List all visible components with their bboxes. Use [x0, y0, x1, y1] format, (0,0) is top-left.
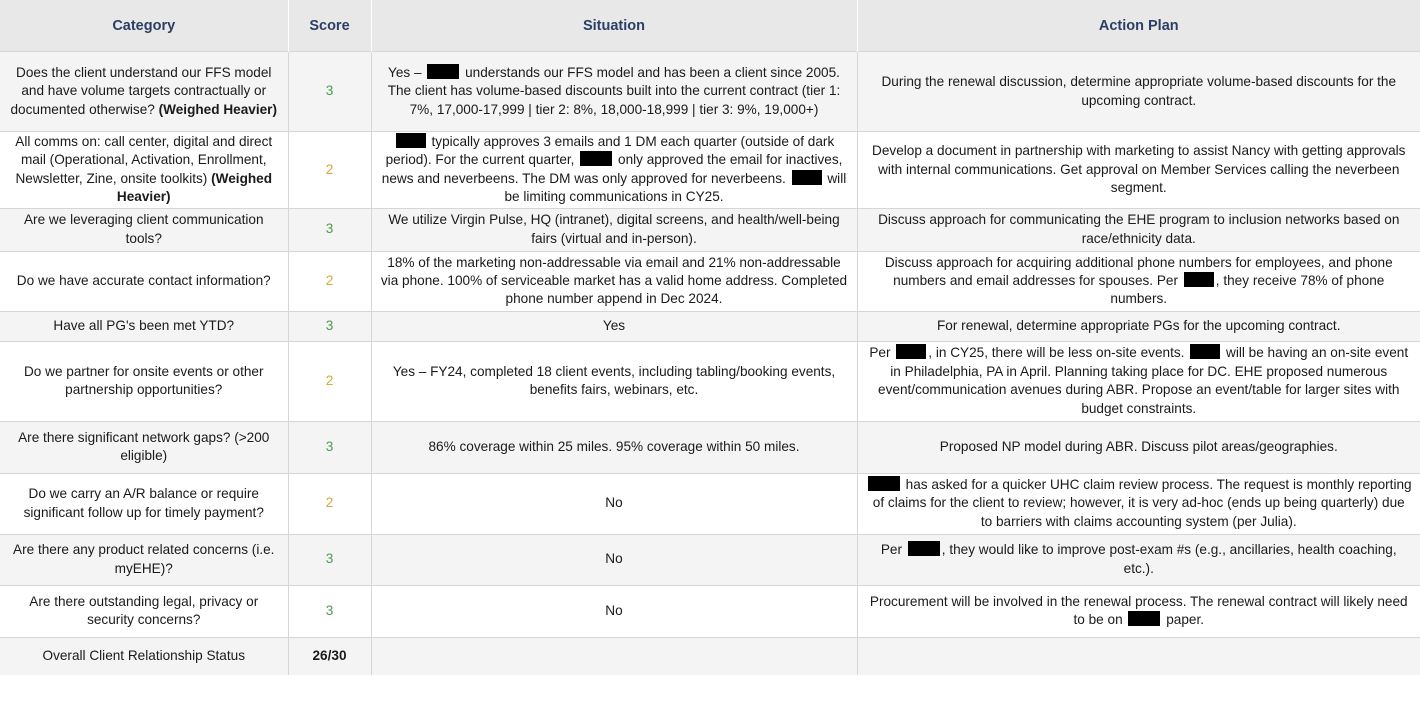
situation-cell	[371, 52, 857, 132]
category-cell	[0, 421, 288, 473]
category-cell	[0, 311, 288, 341]
situation-cell	[371, 534, 857, 585]
action-plan-cell	[857, 585, 1420, 637]
category-cell	[0, 208, 288, 251]
score-cell: 2	[288, 473, 371, 534]
header-row	[0, 0, 1420, 52]
header-situation: Situation	[371, 0, 857, 52]
situation-cell	[371, 132, 857, 209]
action-plan-cell	[857, 132, 1420, 209]
table-row	[0, 208, 1420, 251]
cell-text: has asked for a quicker UHC claim review process. The request is monthly reporting of claims for the client to review; however, it is very ad-hoc (ends up being quarterly) due to barriers with claims accounting system (per Julia).	[872, 477, 1412, 529]
cell-text: typically approves 3 emails and 1 DM each quarter (outside of dark period). For the current quarter,	[385, 134, 835, 168]
cell-text: Discuss approach for communicating the EHE program to inclusion networks based on race/ethnicity data.	[878, 212, 1400, 246]
situation-cell	[371, 251, 857, 311]
score-cell: 3	[288, 311, 371, 341]
cell-text: understands our FFS model and has been a client since 2005. The client has volume-based discounts built into the current contract (tier 1: 7%, 17,000-17,999 | tier 2: 8%, 18,000-18,999 | tier 3: 9%, 19,000+)	[387, 64, 841, 117]
category-emphasis: (Weighed Heavier)	[116, 170, 273, 205]
category-text: All comms on: call center, digital and direct mail (Operational, Activation, Enrollment, Newsletter, Zine, onsite toolkits)	[15, 134, 273, 186]
score-cell: 2	[288, 341, 371, 421]
score-cell: 3	[288, 534, 371, 585]
cell-text: Proposed NP model during ABR. Discuss pilot areas/geographies.	[939, 438, 1338, 454]
action-plan-cell	[857, 52, 1420, 132]
table-row	[0, 251, 1420, 311]
redaction-block	[580, 151, 612, 166]
table-row	[0, 341, 1420, 421]
cell-text: Per	[880, 542, 906, 558]
table-body	[0, 52, 1420, 676]
redaction-block	[868, 476, 900, 491]
cell-text: 18% of the marketing non-addressable via email and 21% non-addressable via phone. 100% of serviceable market has a valid home address. Completed phone number append in Dec 2024.	[380, 254, 848, 307]
action-plan-cell	[857, 421, 1420, 473]
category-cell	[0, 52, 288, 132]
cell-text: We utilize Virgin Pulse, HQ (intranet), digital screens, and health/well-being fairs (virtual and in-person).	[388, 212, 840, 246]
redaction-block	[427, 64, 459, 79]
header-score: Score	[288, 0, 371, 52]
category-cell	[0, 251, 288, 311]
cell-text: During the renewal discussion, determine appropriate volume-based discounts for the upcoming contract.	[881, 74, 1397, 108]
redaction-block	[1128, 611, 1160, 626]
overall-score: 26/30	[288, 637, 371, 675]
cell-text: only approved the email for inactives, news and neverbeens. The DM was only approved for neverbeens.	[381, 152, 843, 186]
category-text: Are there any product related concerns (i.e. myEHE)?	[13, 542, 275, 576]
category-emphasis: (Weighed Heavier)	[158, 101, 277, 117]
redaction-block	[396, 133, 426, 148]
table-row	[0, 585, 1420, 637]
score-cell: 3	[288, 421, 371, 473]
cell-text: Procurement will be involved in the renewal process. The renewal contract will likely need to be on	[869, 593, 1408, 628]
category-text: Do we carry an A/R balance or require significant follow up for timely payment?	[23, 486, 264, 520]
redaction-block	[1184, 272, 1214, 287]
cell-text: Discuss approach for acquiring additional phone numbers for employees, and phone numbers and email addresses for spouses. Per	[884, 254, 1393, 288]
category-text: Do we have accurate contact information?	[16, 272, 271, 288]
score-cell: 3	[288, 208, 371, 251]
cell-text: will be limiting communications in CY25.	[504, 170, 847, 205]
table-row	[0, 132, 1420, 209]
cell-text: will be having an on-site event in Philadelphia, PA in April. Planning taking place for DC. EHE proposed numerous event/communication avenues during ABR. Propose an event/table for larger sites with budget constraints.	[878, 345, 1409, 416]
category-text: Are we leveraging client communication tools?	[23, 212, 264, 246]
situation-cell	[371, 311, 857, 341]
situation-cell	[371, 585, 857, 637]
cell-text: Yes –	[388, 64, 426, 80]
cell-text: , they would like to improve post-exam #s (e.g., ancillaries, health coaching, etc.).	[941, 542, 1397, 576]
redaction-block	[896, 344, 926, 359]
cell-text: , they receive 78% of phone numbers.	[1110, 272, 1385, 307]
empty-cell	[857, 637, 1420, 675]
cell-text: Per	[869, 345, 895, 361]
cell-text: Develop a document in partnership with marketing to assist Nancy with getting approvals with internal communications. Get approval on Member Services calling the neverbeen segment.	[872, 143, 1406, 196]
situation-cell	[371, 473, 857, 534]
cell-text: No	[605, 495, 623, 511]
cell-text: For renewal, determine appropriate PGs for the upcoming contract.	[937, 317, 1341, 333]
table-row	[0, 473, 1420, 534]
category-text: Are there significant network gaps? (>200 eligible)	[18, 429, 270, 464]
action-plan-cell	[857, 311, 1420, 341]
table-row	[0, 52, 1420, 132]
category-cell	[0, 585, 288, 637]
category-cell	[0, 534, 288, 585]
cell-text: 86% coverage within 25 miles. 95% coverage within 50 miles.	[428, 438, 800, 454]
category-text: Does the client understand our FFS model and have volume targets contractually or documented otherwise?	[10, 64, 272, 117]
header-action-plan: Action Plan	[857, 0, 1420, 52]
cell-text: paper.	[1162, 612, 1204, 628]
category-text: Are there outstanding legal, privacy or security concerns?	[29, 593, 259, 628]
cell-text: Yes	[602, 317, 626, 333]
score-cell: 2	[288, 132, 371, 209]
situation-cell	[371, 208, 857, 251]
score-cell: 3	[288, 52, 371, 132]
action-plan-cell	[857, 208, 1420, 251]
action-plan-cell	[857, 473, 1420, 534]
action-plan-cell	[857, 534, 1420, 585]
table-row	[0, 534, 1420, 585]
category-cell	[0, 341, 288, 421]
header-category: Category	[0, 0, 288, 52]
table-row	[0, 421, 1420, 473]
cell-text: Yes – FY24, completed 18 client events, including tabling/booking events, benefits fairs, webinars, etc.	[392, 363, 836, 398]
overall-label: Overall Client Relationship Status	[0, 637, 288, 675]
situation-cell	[371, 341, 857, 421]
redaction-block	[908, 541, 940, 556]
category-text: Do we partner for onsite events or other partnership opportunities?	[23, 363, 264, 398]
category-cell	[0, 132, 288, 209]
score-cell: 2	[288, 251, 371, 311]
cell-text: No	[605, 602, 623, 618]
redaction-block	[1190, 344, 1220, 359]
category-text: Have all PG's been met YTD?	[53, 317, 235, 333]
redaction-block	[792, 170, 822, 185]
overall-row	[0, 637, 1420, 675]
score-cell: 3	[288, 585, 371, 637]
empty-cell	[371, 637, 857, 675]
action-plan-cell	[857, 251, 1420, 311]
situation-cell	[371, 421, 857, 473]
cell-text: No	[605, 551, 623, 567]
cell-text: , in CY25, there will be less on-site events.	[928, 345, 1189, 361]
action-plan-cell	[857, 341, 1420, 421]
table-row	[0, 311, 1420, 341]
category-cell	[0, 473, 288, 534]
